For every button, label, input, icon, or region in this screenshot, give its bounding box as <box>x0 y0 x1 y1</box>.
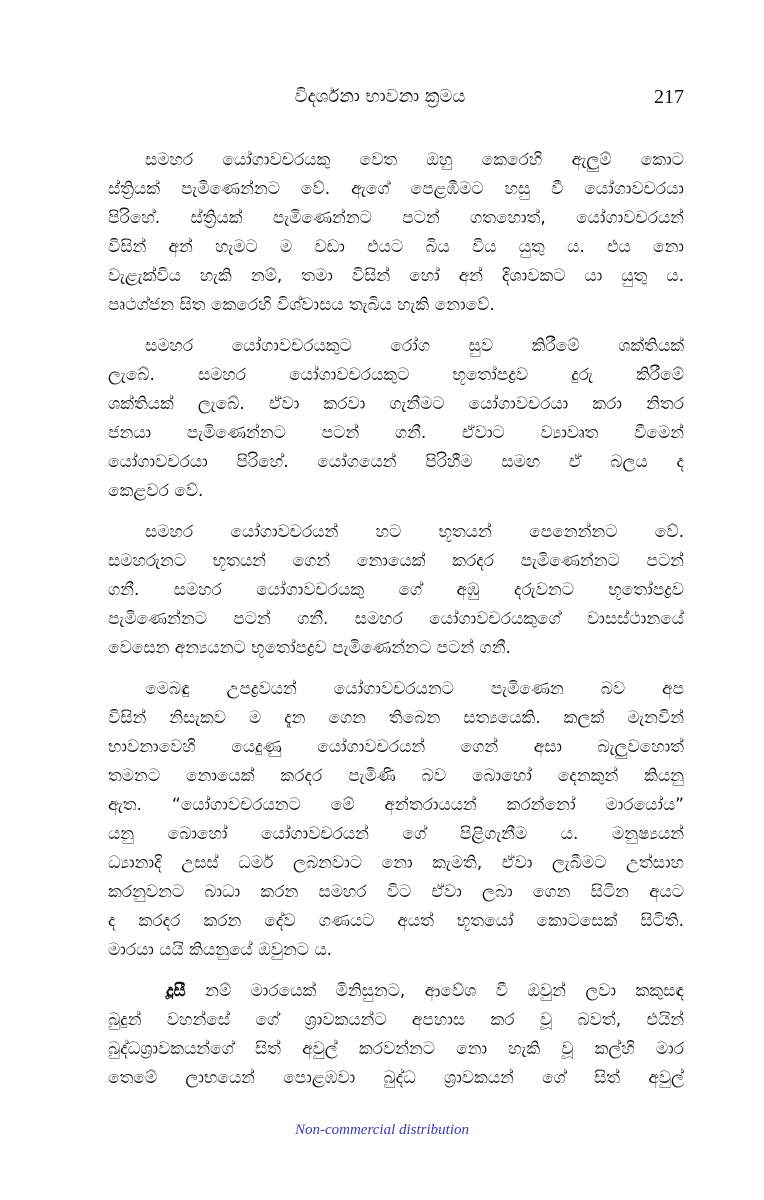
text-line <box>108 977 684 1006</box>
text-line: ද කරදර කරන දේව ගණයට අයත් භූතයෝ කොටසෙක් සිටිති. <box>108 911 684 931</box>
text-line: වෙසෙන අන්‍යයනට භූතෝපද්‍රව පැමිණෙන්නට පටන් ගනී. <box>108 638 511 658</box>
bold-term: දූසී <box>166 981 186 1001</box>
text-line: ස්ත්‍රියක් පැමිණෙන්නට වේ. ඇගේ පෙළඹීමට හසු වී යෝගාවචරයා <box>108 179 684 199</box>
paragraph <box>108 518 684 663</box>
running-header-title: විදර්ශනා භාවනා ක්‍රමය <box>294 86 466 107</box>
text-line: පෘථග්ජන සිත කෙරෙහි විශ්වාසය තැබිය හැකි නොවේ. <box>108 295 495 315</box>
text-line: පැමිණෙන්නට පටන් ගනී. සමහර යෝගාවචරයකුගේ වාසස්ථානයේ <box>108 609 684 629</box>
text-line: වැළැක්විය හැකි නම්, තමා විසින් හෝ අන් දිශාවකට යා යුතු ය. <box>108 266 684 286</box>
text-line: භාවනාවෙහි යෙදුණු යෝගාවචරයන් ගෙන් අසා බැලුවහොත් <box>108 737 684 757</box>
text-line: ඇත. “යෝගාවචරයනට මේ අන්තරායයන් කරන්නෝ මාරයෝය” <box>108 795 684 815</box>
text-line: ධ්‍යානාදි උසස් ධර්ම ලබනවාට නො කැමති, ඒවා ලැබීමට උත්සාහ <box>108 853 684 873</box>
text-line: කෙළවර වේ. <box>108 481 204 501</box>
page-number: 217 <box>654 86 684 108</box>
line-text: නම් මාරයෙක් මිනිසුනට, ආවේශ වී ඔවුන් ලවා කකුසඳ <box>185 981 684 1001</box>
footer-notice: Non-commercial distribution <box>294 1122 470 1138</box>
text-line: ගනී. සමහර යෝගාවචරයකු ගේ අඹු දරුවනට භූතෝපද්‍රව <box>108 580 684 600</box>
text-line: යෝගාවචරයා පිරිහේ. යෝගයෙන් පිරිහීම සමඟ ඒ බලය ද <box>108 452 684 472</box>
text-line: කරනුවනට බාධා කරන සමහර විට ඒවා ලබා ගෙන සිටින අයට <box>108 882 684 902</box>
paragraph <box>108 675 684 965</box>
text-line: යනු බොහෝ යෝගාවචරයන් ගේ පිළිගැනීම ය. මනුෂ්‍යයන් <box>108 824 684 844</box>
text-line: විසින් නිසැකව ම දැන ගෙන තිබෙන සත්‍යයෙකි. කලක් මැනවින් <box>108 708 684 728</box>
text-line: බුද්ධශ්‍රාවකයන්ගේ සිත් අවුල් කරවන්නට නො හැකි වූ කල්හි මාර <box>108 1039 684 1059</box>
paragraph <box>108 332 684 506</box>
text-line: තෙමේ ලාභයෙන් පොළඹවා බුද්ධ ශ්‍රාවකයන් ගේ සිත් අවුල් <box>108 1068 684 1088</box>
text-line: සමහර යෝගාවචරයකුට රෝග සුව කිරීමේ ශක්තියක් <box>145 336 684 356</box>
paragraph <box>108 146 684 320</box>
text-line: විසින් අන් හැමට ම වඩා එයට බිය විය යුතු ය. එය නො <box>108 237 684 257</box>
text-line: මාරයා යයි කියනුයේ ඔවුනට ය. <box>108 940 333 960</box>
text-line: බුදුන් වහන්සේ ගේ ශ්‍රාවකයන්ට අපහාස කර වූ බවත්, එයින් <box>108 1010 684 1030</box>
text-line: මෙබඳු උපද්‍රවයන් යෝගාවචරයනට පැමිණෙන බව අප <box>145 679 684 699</box>
text-line: ලැබේ. සමහර යෝගාවචරයකුට භූතෝපද්‍රව දුරු කිරීමේ <box>108 365 684 385</box>
text-line: සමහරුනට භූතයන් ගෙන් නොයෙක් කරදර පැමිණෙන්නට පටන් <box>108 551 684 571</box>
paragraph <box>108 977 684 1093</box>
text-line: සමහර යෝගාවචරයකු වෙත ඔහු කෙරෙහි ඇලුම් කොට <box>145 150 684 170</box>
text-line: තමනට නොයෙක් කරදර පැමිණි බව බොහෝ දෙනකුන් කියනු <box>108 766 684 786</box>
text-line: පිරිහේ. ස්ත්‍රියක් පැමිණෙන්නට පටන් ගතහොත්, යෝගාවචරයන් <box>108 208 684 228</box>
text-line: සමහර යෝගාවචරයන් හට භූතයන් පෙනෙන්නට වේ. <box>145 522 684 542</box>
text-line: ශක්තියක් ලැබේ. ඒවා කරවා ගැනීමට යෝගාවචරයා කරා නිතර <box>108 394 684 414</box>
body-text <box>108 146 684 1105</box>
text-line: ජනයා පැමිණෙන්නට පටන් ගනී. ඒවාට ව්‍යාවෘත වීමෙන් <box>108 423 684 443</box>
